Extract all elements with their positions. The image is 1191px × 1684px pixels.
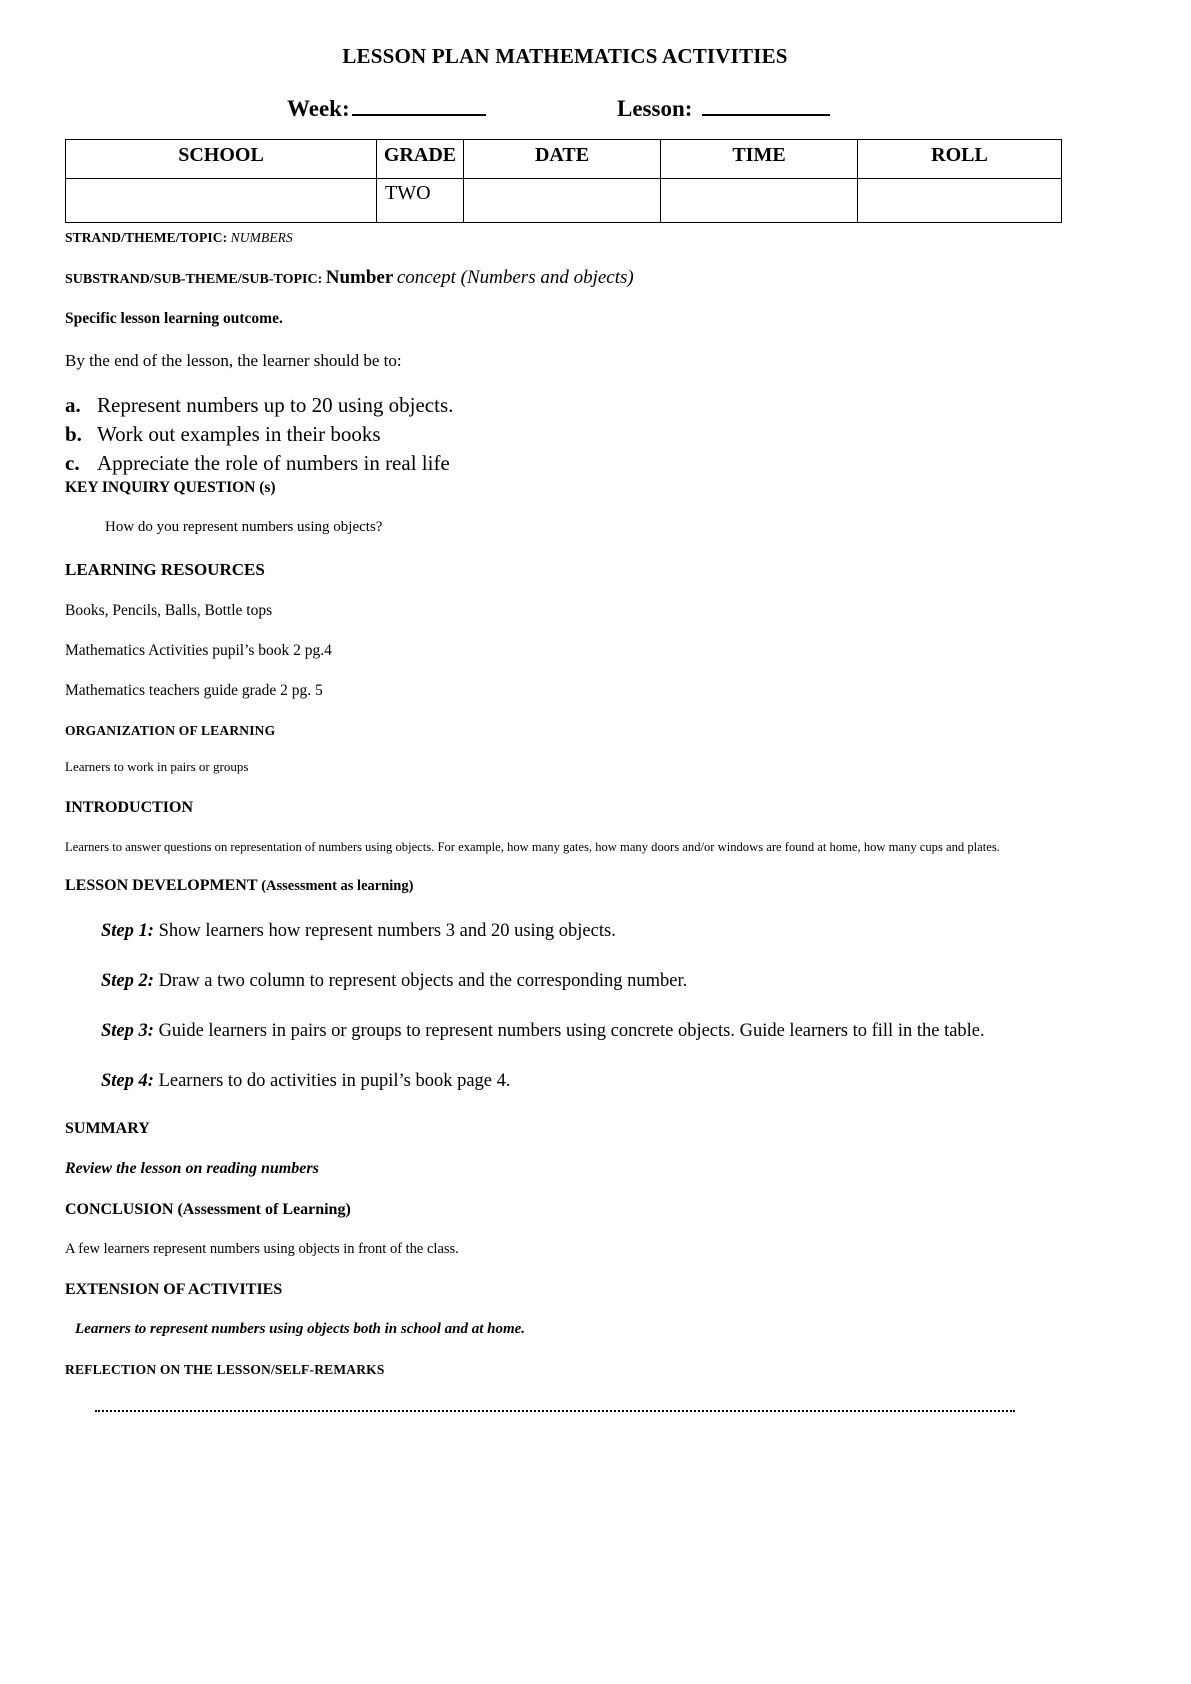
list-item-label: Appreciate the role of numbers in real life	[97, 451, 450, 475]
substrand-label: SUBSTRAND/SUB-THEME/SUB-TOPIC:	[65, 272, 323, 287]
week-label: Week:	[287, 96, 350, 121]
list-item-marker: c.	[65, 451, 80, 475]
lesson-development-heading	[65, 877, 1065, 895]
lesson-step	[101, 1068, 1059, 1095]
cell-roll[interactable]	[858, 179, 1062, 223]
strand-label: STRAND/THEME/TOPIC:	[65, 230, 228, 245]
learning-resource-item: Mathematics Activities pupil’s book 2 pg.4	[65, 642, 332, 659]
table-row	[66, 179, 1062, 223]
column-header-date: DATE	[464, 140, 661, 179]
cell-date[interactable]	[464, 179, 661, 223]
outcome-list	[65, 391, 1065, 478]
list-item-marker: a.	[65, 393, 81, 417]
lesson-step-text: Guide learners in pairs or groups to represent numbers using concrete objects. Guide learners to fill in the table.	[158, 1021, 985, 1041]
lesson-development-heading-main: LESSON DEVELOPMENT	[65, 877, 258, 894]
strand-row	[65, 230, 1065, 246]
lesson-field-group	[617, 96, 830, 122]
strand-value: NUMBERS	[230, 230, 293, 245]
week-field-group	[287, 96, 486, 122]
substrand-value-bold: Number	[325, 267, 394, 288]
list-item-label: Represent numbers up to 20 using objects.	[97, 393, 454, 417]
introduction-heading: INTRODUCTION	[65, 799, 194, 816]
column-header-roll: ROLL	[858, 140, 1062, 179]
summary-heading: SUMMARY	[65, 1120, 150, 1137]
list-item	[65, 449, 1065, 478]
lesson-step	[101, 968, 1059, 995]
column-header-school: SCHOOL	[66, 140, 377, 179]
column-header-time: TIME	[661, 140, 858, 179]
lesson-development-heading-sub: (Assessment as learning)	[261, 878, 414, 894]
organization-heading: ORGANIZATION OF LEARNING	[65, 723, 276, 738]
list-item-label: Work out examples in their books	[97, 422, 381, 446]
extension-heading: EXTENSION OF ACTIVITIES	[65, 1281, 283, 1298]
list-item	[65, 391, 1065, 420]
conclusion-heading: CONCLUSION (Assessment of Learning)	[65, 1201, 351, 1218]
key-inquiry-heading: KEY INQUIRY QUESTION (s)	[65, 479, 276, 496]
learning-resource-item: Mathematics teachers guide grade 2 pg. 5	[65, 682, 323, 699]
lesson-step-label: Step 1:	[101, 921, 154, 941]
lesson-step-label: Step 4:	[101, 1071, 154, 1091]
introduction-text: Learners to answer questions on representation of numbers using objects. For example, how many gates, how many doors and/or windows are found at home, how many cups and plates.	[65, 840, 1000, 854]
column-header-grade: GRADE	[377, 140, 464, 179]
document-content	[65, 0, 1065, 1412]
extension-text: Learners to represent numbers using objects both in school and at home.	[75, 1321, 526, 1337]
lesson-step-label: Step 3:	[101, 1021, 154, 1041]
list-item	[65, 420, 1065, 449]
list-item-marker: b.	[65, 422, 82, 446]
week-lesson-row	[65, 96, 1065, 126]
substrand-value-italic: concept (Numbers and objects)	[396, 267, 634, 288]
key-inquiry-question: How do you represent numbers using objects?	[105, 519, 383, 535]
table-header-row	[66, 140, 1062, 179]
lesson-step-text: Learners to do activities in pupil’s book page 4.	[158, 1071, 511, 1091]
cell-grade[interactable]: TWO	[377, 179, 464, 223]
lesson-step-label: Step 2:	[101, 971, 154, 991]
learning-resources-heading: LEARNING RESOURCES	[65, 560, 265, 579]
summary-text: Review the lesson on reading numbers	[65, 1160, 319, 1177]
substrand-row	[65, 267, 1065, 289]
conclusion-text: A few learners represent numbers using objects in front of the class.	[65, 1241, 459, 1257]
lesson-step-text: Show learners how represent numbers 3 and 20 using objects.	[158, 921, 616, 941]
lesson-label: Lesson:	[617, 96, 693, 121]
cell-time[interactable]	[661, 179, 858, 223]
learning-resource-item: Books, Pencils, Balls, Bottle tops	[65, 602, 273, 619]
lesson-info-table	[65, 139, 1062, 223]
lesson-step	[101, 1018, 1059, 1045]
page-title: LESSON PLAN MATHEMATICS ACTIVITIES	[342, 44, 788, 68]
outcome-intro: By the end of the lesson, the learner should be to:	[65, 351, 402, 370]
outcome-heading: Specific lesson learning outcome.	[65, 310, 283, 327]
cell-school[interactable]	[66, 179, 377, 223]
reflection-heading: REFLECTION ON THE LESSON/SELF-REMARKS	[65, 1362, 385, 1377]
lesson-step	[101, 918, 1059, 945]
lesson-input-blank[interactable]	[702, 96, 830, 116]
organization-text: Learners to work in pairs or groups	[65, 759, 249, 774]
week-input-blank[interactable]	[352, 96, 486, 116]
reflection-write-line[interactable]	[95, 1409, 1015, 1412]
lesson-step-text: Draw a two column to represent objects and the corresponding number.	[158, 971, 688, 991]
